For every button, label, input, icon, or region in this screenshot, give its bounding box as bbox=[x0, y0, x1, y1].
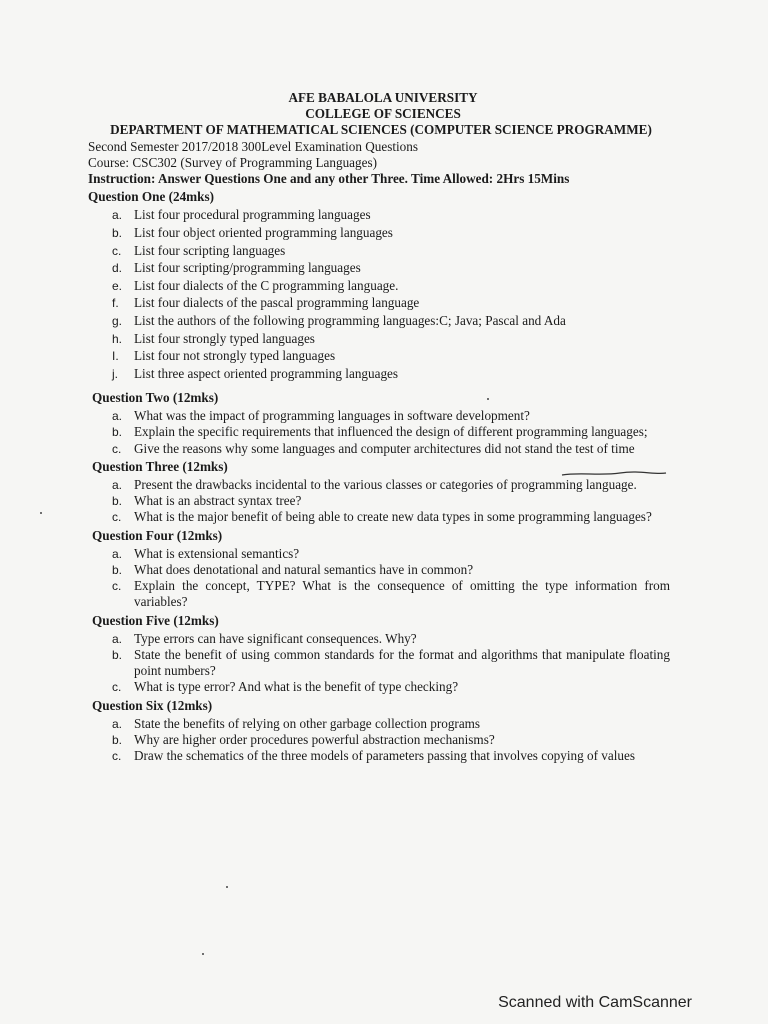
question-item bbox=[88, 493, 678, 509]
item-letter: b. bbox=[112, 494, 123, 509]
item-letter: h. bbox=[112, 331, 123, 346]
question-block bbox=[88, 459, 678, 526]
item-letter: b. bbox=[112, 563, 123, 577]
question-items bbox=[88, 408, 678, 457]
question-item bbox=[88, 748, 678, 764]
item-text: List four object oriented programming languages bbox=[134, 225, 393, 241]
question-item bbox=[88, 366, 678, 382]
question-item bbox=[88, 207, 678, 223]
question-item bbox=[88, 732, 678, 748]
question-title: Question One (24mks) bbox=[88, 189, 215, 205]
item-letter: a. bbox=[112, 208, 123, 223]
question-item bbox=[88, 278, 678, 294]
item-letter: c. bbox=[112, 441, 122, 456]
department-name: DEPARTMENT OF MATHEMATICAL SCIENCES (COMPUTER SCIENCE PROGRAMME) bbox=[110, 122, 652, 138]
question-item bbox=[88, 509, 678, 525]
item-letter: b. bbox=[112, 648, 123, 663]
question-item bbox=[88, 243, 678, 259]
semester-line: Second Semester 2017/2018 300Level Examination Questions bbox=[88, 138, 418, 154]
scan-speck bbox=[202, 953, 204, 955]
question-items bbox=[88, 207, 678, 382]
question-items bbox=[88, 546, 678, 611]
question-item bbox=[88, 313, 678, 329]
item-text: List four dialects of the pascal programming language bbox=[134, 295, 420, 311]
item-text: State the benefit of using common standards for the format and algorithms that manipulate floating point numbers? bbox=[134, 647, 670, 679]
item-text: Explain the concept, TYPE? What is the consequence of omitting the type information from variables? bbox=[134, 578, 670, 610]
question-item bbox=[88, 331, 678, 347]
item-text: What is the major benefit of being able to create new data types in some programming languages? bbox=[134, 509, 652, 525]
question-item bbox=[88, 546, 678, 562]
item-text: Draw the schematics of the three models of parameters passing that involves copying of values bbox=[134, 748, 635, 764]
question-item bbox=[88, 295, 678, 311]
item-text: Type errors can have significant consequences. Why? bbox=[134, 630, 417, 646]
item-text: What is extensional semantics? bbox=[134, 545, 300, 561]
item-letter: b. bbox=[112, 226, 123, 241]
item-letter: b. bbox=[112, 733, 123, 748]
item-text: List three aspect oriented programming languages bbox=[134, 365, 399, 381]
question-item bbox=[88, 578, 678, 610]
scan-speck bbox=[487, 398, 489, 400]
item-letter: c. bbox=[112, 510, 122, 525]
question-title: Question Six (12mks) bbox=[92, 697, 213, 713]
item-text: What is an abstract syntax tree? bbox=[134, 493, 302, 509]
item-text: Explain the specific requirements that influenced the design of different programming languages; bbox=[134, 424, 648, 440]
question-block bbox=[88, 390, 678, 457]
question-item bbox=[88, 679, 678, 695]
item-text: List four procedural programming languages bbox=[134, 207, 371, 223]
question-item bbox=[88, 631, 678, 647]
item-letter: b. bbox=[112, 425, 123, 440]
question-item bbox=[88, 716, 678, 732]
question-title: Question Five (12mks) bbox=[92, 612, 219, 628]
question-block bbox=[88, 698, 678, 765]
item-text: Give the reasons why some languages and computer architectures did not stand the test of time bbox=[134, 440, 635, 456]
item-text: State the benefits of relying on other garbage collection programs bbox=[134, 715, 481, 731]
question-title: Question Two (12mks) bbox=[92, 389, 219, 405]
item-letter: I. bbox=[112, 349, 119, 364]
question-item bbox=[88, 441, 678, 457]
question-block bbox=[88, 528, 678, 611]
item-text: What does denotational and natural semantics have in common? bbox=[134, 562, 474, 577]
item-letter: e. bbox=[112, 278, 123, 293]
question-block bbox=[88, 613, 678, 696]
college-name: COLLEGE OF SCIENCES bbox=[305, 106, 461, 122]
item-text: List four not strongly typed languages bbox=[134, 348, 336, 364]
item-letter: a. bbox=[112, 477, 123, 492]
item-text: What is type error? And what is the benefit of type checking? bbox=[134, 679, 459, 695]
question-item bbox=[88, 408, 678, 424]
course-line: Course: CSC302 (Survey of Programming Languages) bbox=[88, 154, 377, 170]
item-letter: c. bbox=[112, 579, 122, 594]
item-letter: a. bbox=[112, 716, 123, 731]
pen-underline-mark bbox=[560, 470, 668, 478]
question-item bbox=[88, 477, 678, 493]
scan-speck bbox=[226, 886, 228, 888]
question-items bbox=[88, 716, 678, 765]
instruction-line: Instruction: Answer Questions One and any other Three. Time Allowed: 2Hrs 15Mins bbox=[88, 171, 570, 187]
question-items bbox=[88, 631, 678, 696]
camscanner-watermark: Scanned with CamScanner bbox=[498, 994, 692, 1011]
item-letter: a. bbox=[112, 546, 123, 561]
item-text: List the authors of the following programming languages:C; Java; Pascal and Ada bbox=[134, 312, 566, 328]
question-items bbox=[88, 477, 678, 526]
item-text: List four strongly typed languages bbox=[134, 330, 315, 346]
item-text: Why are higher order procedures powerful abstraction mechanisms? bbox=[134, 732, 495, 748]
item-text: List four scripting languages bbox=[134, 242, 286, 258]
item-letter: a. bbox=[112, 409, 123, 424]
item-letter: c. bbox=[112, 243, 122, 258]
question-item bbox=[88, 562, 678, 578]
item-letter: c. bbox=[112, 749, 122, 764]
question-item bbox=[88, 424, 678, 440]
item-text: List four dialects of the C programming language. bbox=[134, 277, 399, 293]
exam-sheet bbox=[88, 90, 678, 764]
scan-speck bbox=[40, 512, 42, 514]
item-letter: f. bbox=[112, 296, 119, 311]
question-title: Question Three (12mks) bbox=[92, 458, 228, 474]
question-title: Question Four (12mks) bbox=[92, 527, 223, 543]
item-letter: a. bbox=[112, 631, 123, 646]
item-text: What was the impact of programming languages in software development? bbox=[134, 408, 530, 424]
item-letter: d. bbox=[112, 261, 123, 276]
item-letter: c. bbox=[112, 680, 122, 695]
question-block bbox=[88, 189, 678, 382]
question-item bbox=[88, 225, 678, 241]
question-item bbox=[88, 647, 678, 679]
question-item bbox=[88, 260, 678, 276]
item-letter: g. bbox=[112, 313, 123, 328]
item-text: List four scripting/programming languages bbox=[134, 260, 361, 276]
question-item bbox=[88, 348, 678, 364]
item-letter: j. bbox=[112, 366, 118, 381]
item-text: Present the drawbacks incidental to the various classes or categories of programming language. bbox=[134, 476, 637, 492]
university-name: AFE BABALOLA UNIVERSITY bbox=[288, 90, 478, 105]
